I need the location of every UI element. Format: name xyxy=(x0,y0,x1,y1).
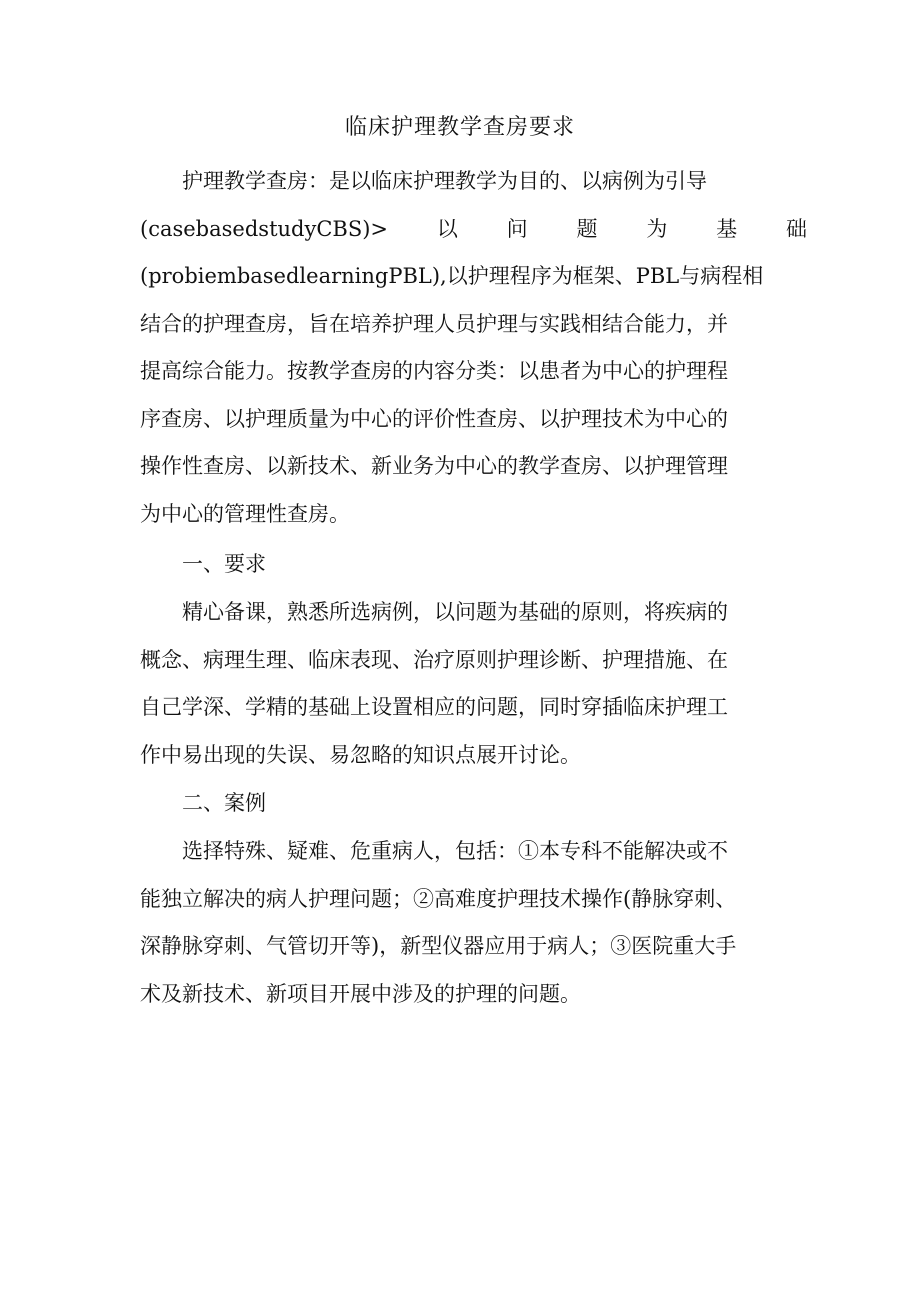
document-title: 临床护理教学查房要求 xyxy=(344,115,575,140)
section-2-heading-block xyxy=(140,780,807,828)
intro-line-2-part: 问 xyxy=(506,216,528,241)
section-2-line-2: 能独立解决的病人护理问题；②高难度护理技术操作(静脉穿刺、 xyxy=(140,886,737,911)
intro-line-2-part: 基 xyxy=(716,216,738,241)
intro-line-4: 结合的护理查房，旨在培养护理人员护理与实践相结合能力，并 xyxy=(140,311,728,336)
section-1-paragraph xyxy=(140,589,807,779)
section-2-paragraph xyxy=(140,828,807,1018)
section-2-line-3: 深静脉穿刺、气管切开等)，新型仪器应用于病人；③医院重大手 xyxy=(140,934,737,958)
section-1-heading-block xyxy=(140,541,807,589)
intro-line-6: 序查房、以护理质量为中心的评价性查房、以护理技术为中心的 xyxy=(140,406,728,431)
intro-line-2-part: 题 xyxy=(576,216,598,241)
intro-line-3: (probiembasedlearningPBL),以护理程序为框架、PBL与病程相 xyxy=(140,264,764,288)
section-1-line-4: 作中易出现的失误、易忽略的知识点展开讨论。 xyxy=(140,742,581,767)
intro-line-5: 提高综合能力。按教学查房的内容分类：以患者为中心的护理程 xyxy=(140,359,728,383)
section-2-line-4: 术及新技术、新项目开展中涉及的护理的问题。 xyxy=(140,981,581,1006)
intro-line-7: 操作性查房、以新技术、新业务为中心的教学查房、以护理管理 xyxy=(140,454,728,478)
intro-line-2-part: 础 xyxy=(785,216,807,241)
intro-line-2-part: 以 xyxy=(436,216,458,241)
intro-line-1: 护理教学查房：是以临床护理教学为目的、以病例为引导 xyxy=(182,169,707,193)
section-1-line-1: 精心备课，熟悉所选病例，以问题为基础的原则，将疾病的 xyxy=(182,600,728,624)
intro-line-2 xyxy=(140,206,807,254)
intro-line-8: 为中心的管理性查房。 xyxy=(140,501,350,526)
section-1-heading: 一、要求 xyxy=(182,552,266,576)
intro-line-2-part: 为 xyxy=(646,216,668,241)
intro-line-2-part: (casebasedstudyCBS)> xyxy=(140,216,389,241)
section-1-line-2: 概念、病理生理、临床表现、治疗原则护理诊断、护理措施、在 xyxy=(140,647,728,672)
section-2-heading: 二、案例 xyxy=(182,791,266,815)
section-1-line-3: 自己学深、学精的基础上设置相应的问题，同时穿插临床护理工 xyxy=(140,695,728,719)
intro-paragraph xyxy=(140,158,807,538)
section-2-line-1: 选择特殊、疑难、危重病人，包括：①本专科不能解决或不 xyxy=(182,839,728,863)
